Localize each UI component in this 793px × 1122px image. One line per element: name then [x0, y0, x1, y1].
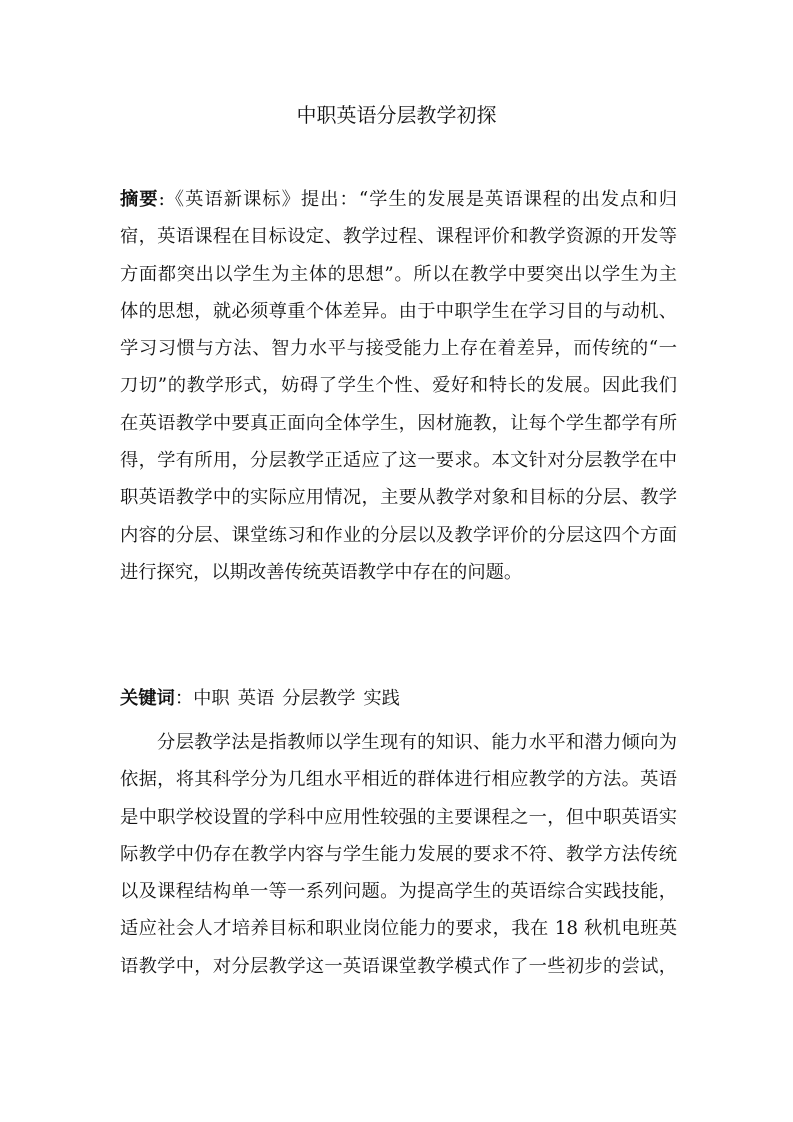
- abstract-line: 学习习惯与方法、智力水平与接受能力上存在着差异，而传统的“一: [120, 338, 677, 360]
- keyword: 中职: [193, 688, 230, 709]
- body-line: 语教学中，对分层教学这一英语课堂教学模式作了一些初步的尝试，: [120, 955, 677, 977]
- keyword: 实践: [363, 688, 400, 709]
- body-line: 际教学中仍存在教学内容与学生能力发展的要求不符、教学方法传统: [120, 843, 677, 865]
- body-line: 分层教学法是指教师以学生现有的知识、能力水平和潜力倾向为: [157, 732, 677, 753]
- keyword: 英语: [237, 688, 275, 709]
- abstract-line: 内容的分层、课堂练习和作业的分层以及教学评价的分层这四个方面: [120, 524, 677, 546]
- abstract-section: [120, 181, 677, 591]
- document-title: 中职英语分层教学初探: [296, 103, 497, 127]
- abstract-line: 宿，英语课程在目标设定、教学过程、课程评价和教学资源的开发等: [120, 226, 677, 248]
- abstract-line: 方面都突出以学生为主体的思想”。所以在教学中要突出以学生为主: [120, 263, 677, 285]
- body-line: 适应社会人才培养目标和职业岗位能力的要求，我在 18 秋机电班英: [120, 918, 677, 940]
- abstract-line: 刀切”的教学形式，妨碍了学生个性、爱好和特长的发展。因此我们: [120, 375, 677, 397]
- keywords-colon: ：: [174, 688, 194, 709]
- body-line: 是中职学校设置的学科中应用性较强的主要课程之一，但中职英语实: [120, 806, 677, 828]
- body-line: 依据，将其科学分为几组水平相近的群体进行相应教学的方法。英语: [120, 769, 677, 791]
- abstract-line: 职英语教学中的实际应用情况，主要从教学对象和目标的分层、教学: [120, 487, 677, 509]
- body-paragraph: [120, 724, 677, 985]
- keywords-section: [120, 680, 677, 717]
- abstract-line: 进行探究，以期改善传统英语教学中存在的问题。: [120, 561, 523, 583]
- abstract-line: 在英语教学中要真正面向全体学生，因材施教，让每个学生都学有所: [120, 412, 677, 434]
- abstract-line: 体的思想，就必须尊重个体差异。由于中职学生在学习目的与动机、: [120, 300, 677, 322]
- abstract-colon: :: [158, 189, 165, 210]
- abstract-label: 摘要: [120, 189, 159, 210]
- abstract-line: 得，学有所用，分层教学正适应了这一要求。本文针对分层教学在中: [120, 450, 677, 472]
- keyword: 分层教学: [282, 688, 356, 709]
- keywords-label: 关键词: [120, 688, 175, 709]
- body-line: 以及课程结构单一等一系列问题。为提高学生的英语综合实践技能，: [120, 881, 677, 903]
- keywords-line: [120, 680, 677, 717]
- abstract-text: 《英语新课标》提出：“学生的发展是英语课程的出发点和归: [164, 189, 677, 210]
- abstract-line: [120, 181, 677, 218]
